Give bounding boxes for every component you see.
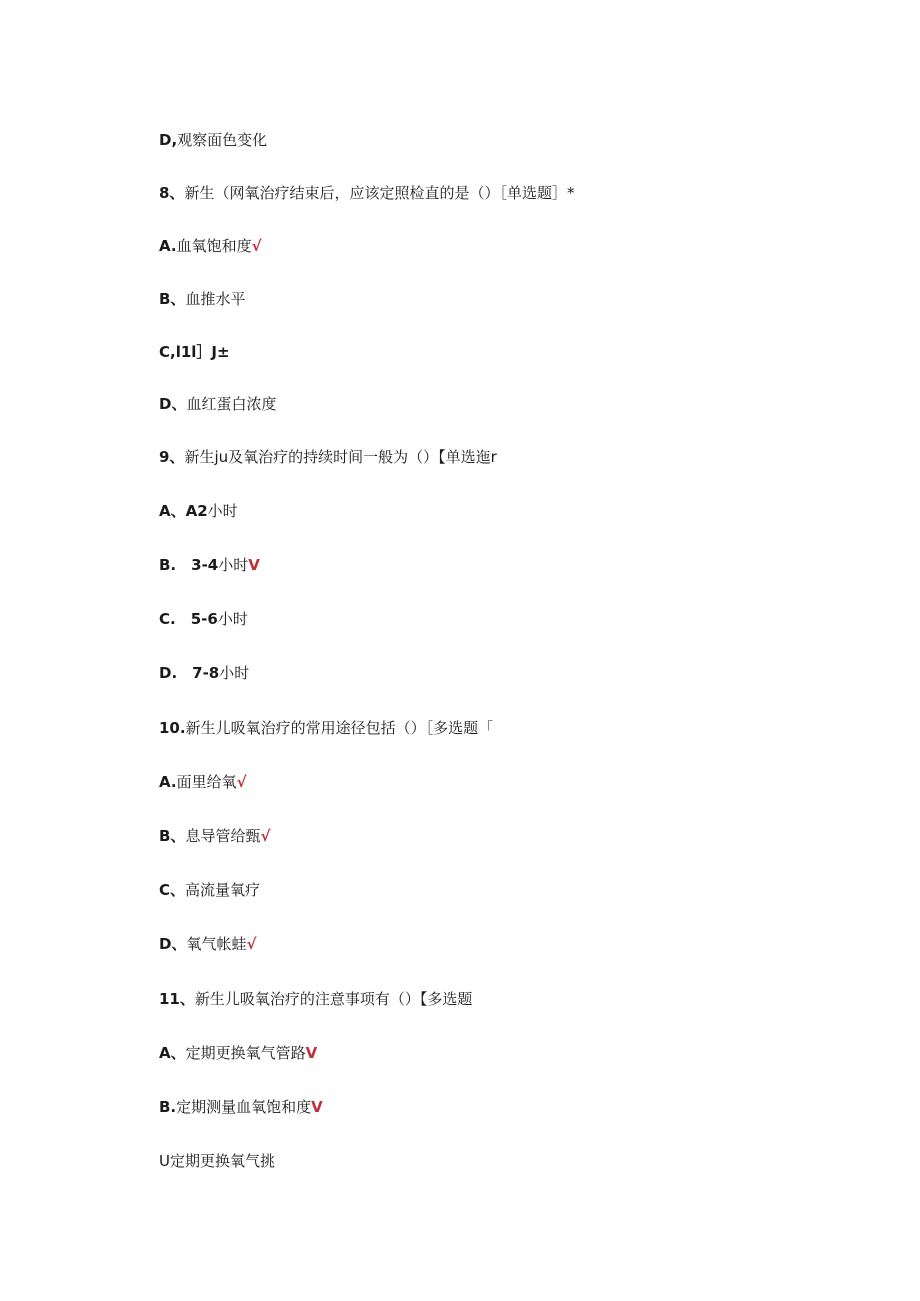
option-a-line	[159, 236, 262, 256]
option-a-line	[159, 501, 238, 521]
question-number: 8、	[159, 184, 185, 202]
option-b-line	[159, 555, 260, 575]
option-label: A.	[159, 237, 177, 255]
option-c-line	[159, 342, 230, 362]
option-text: 息导管给甄	[185, 827, 261, 845]
option-text: 定期测量血氧饱和度	[176, 1098, 312, 1116]
question-number: 9、	[159, 448, 185, 466]
option-text: 小时	[219, 664, 250, 682]
answer-mark: √	[260, 827, 271, 845]
question-8	[159, 183, 574, 203]
option-text: 血红蛋白浓度	[186, 395, 277, 413]
question-text: 新生（网氧治疗结束后，应该定照检直的是（）［单选题］*	[184, 184, 575, 202]
option-d-line	[159, 130, 267, 150]
answer-mark: √	[246, 935, 257, 953]
option-text: U定期更换氧气挑	[159, 1152, 275, 1170]
option-text: 小时	[207, 502, 238, 520]
question-number: 11、	[159, 990, 195, 1008]
option-text: 小时	[218, 556, 249, 574]
question-10	[159, 718, 493, 738]
option-text: 定期更换氧气管路	[185, 1044, 306, 1062]
answer-mark: V	[305, 1044, 318, 1062]
option-c-line	[159, 609, 248, 629]
option-c-line	[159, 1151, 275, 1171]
option-label: A、A2	[159, 502, 208, 520]
option-label: D、	[159, 395, 187, 413]
question-text: 新生ju及氧治疗的持续时间一般为（）【单选迤r	[184, 448, 497, 466]
question-9	[159, 447, 497, 467]
question-text: 新生儿吸氧治疗的常用途径包括（）［多选题「	[185, 719, 494, 737]
option-label: D、	[159, 935, 187, 953]
option-text: 血推水平	[185, 290, 246, 308]
option-text: 观察面色变化	[177, 131, 268, 149]
option-label: B、	[159, 827, 186, 845]
answer-mark: √	[251, 237, 262, 255]
option-c-line	[159, 880, 260, 900]
option-label: A.	[159, 773, 177, 791]
option-d-line	[159, 394, 276, 414]
option-d-line	[159, 663, 249, 683]
option-text: 面里给氧	[176, 773, 237, 791]
option-text: 血氧饱和度	[176, 237, 252, 255]
option-label: C,l1l］J±	[159, 343, 230, 361]
option-label: C. 5-6	[159, 610, 218, 628]
option-b-line	[159, 1097, 323, 1117]
option-label: D. 7-8	[159, 664, 220, 682]
option-text: 小时	[217, 610, 248, 628]
option-label: C、	[159, 881, 186, 899]
option-a-line	[159, 1043, 317, 1063]
question-number: 10.	[159, 719, 186, 737]
answer-mark: V	[248, 556, 260, 574]
option-label: B. 3-4	[159, 556, 219, 574]
answer-mark: √	[236, 773, 247, 791]
option-a-line	[159, 772, 247, 792]
option-label: B.	[159, 1098, 177, 1116]
option-text: 高流量氧疗	[185, 881, 261, 899]
option-label: B、	[159, 290, 186, 308]
option-text: 氧气帐蛙	[186, 935, 247, 953]
question-text: 新生儿吸氧治疗的注意事项有（）【多选题	[194, 990, 473, 1008]
question-11	[159, 989, 472, 1009]
answer-mark: V	[311, 1098, 323, 1116]
option-b-line	[159, 826, 270, 846]
option-d-line	[159, 934, 256, 954]
option-label: A、	[159, 1044, 186, 1062]
option-label: D,	[159, 131, 178, 149]
option-b-line	[159, 289, 245, 309]
